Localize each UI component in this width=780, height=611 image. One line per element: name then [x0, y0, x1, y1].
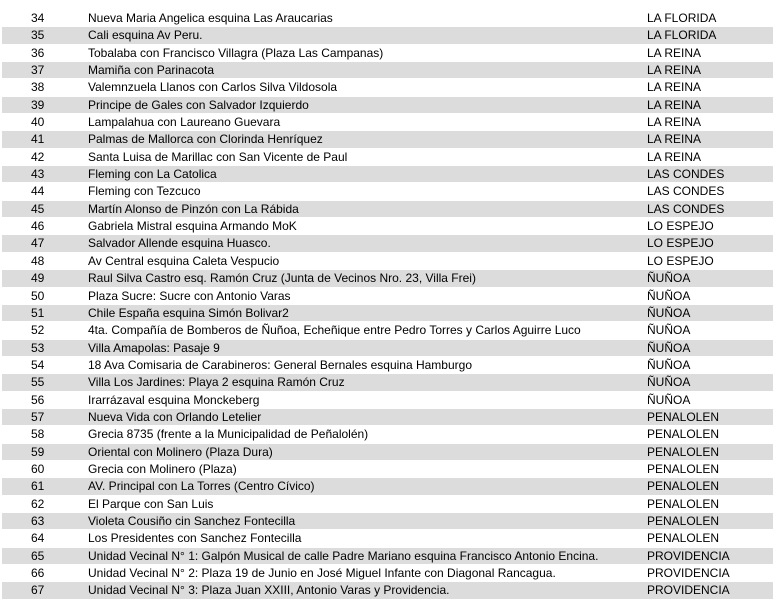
row-location: Av Central esquina Caleta Vespucio [88, 252, 647, 269]
row-location: Los Presidentes con Sanchez Fontecilla [88, 530, 647, 547]
row-number: 39 [2, 96, 88, 113]
row-number: 55 [2, 374, 88, 391]
row-location: El Parque con San Luis [88, 495, 647, 512]
row-comuna: ÑUÑOA [647, 356, 773, 373]
row-comuna: PROVIDENCIA [647, 565, 773, 582]
table-row [2, 512, 773, 529]
table-row [2, 495, 773, 512]
row-location: Valemnzuela Llanos con Carlos Silva Vildosola [88, 79, 647, 96]
row-comuna: ÑUÑOA [647, 322, 773, 339]
locations-sheet [0, 9, 780, 600]
row-location: Martín Alonso de Pinzón con La Rábida [88, 200, 647, 217]
table-row [2, 218, 773, 235]
row-comuna: LO ESPEJO [647, 235, 773, 252]
row-number: 54 [2, 356, 88, 373]
table-row [2, 148, 773, 165]
table-row [2, 44, 773, 61]
row-number: 35 [2, 27, 88, 44]
table-row [2, 565, 773, 582]
row-number: 43 [2, 166, 88, 183]
row-comuna: ÑUÑOA [647, 287, 773, 304]
row-location: Nueva Vida con Orlando Letelier [88, 408, 647, 425]
row-comuna: LO ESPEJO [647, 252, 773, 269]
table-row [2, 391, 773, 408]
table-row [2, 183, 773, 200]
row-comuna: PENALOLEN [647, 460, 773, 477]
row-location: Unidad Vecinal N° 1: Galpón Musical de calle Padre Mariano esquina Francisco Antonio Encina. [88, 547, 647, 564]
row-number: 53 [2, 339, 88, 356]
row-number: 45 [2, 200, 88, 217]
row-comuna: PENALOLEN [647, 512, 773, 529]
row-comuna: LO ESPEJO [647, 218, 773, 235]
row-comuna: LAS CONDES [647, 183, 773, 200]
row-number: 62 [2, 495, 88, 512]
row-number: 57 [2, 408, 88, 425]
table-row [2, 530, 773, 547]
row-comuna: LA REINA [647, 148, 773, 165]
row-number: 48 [2, 252, 88, 269]
row-comuna: PROVIDENCIA [647, 582, 773, 599]
table-row [2, 408, 773, 425]
row-number: 37 [2, 62, 88, 79]
row-comuna: ÑUÑOA [647, 304, 773, 321]
table-row [2, 374, 773, 391]
row-comuna: LA REINA [647, 62, 773, 79]
row-comuna: LA FLORIDA [647, 27, 773, 44]
table-row [2, 322, 773, 339]
row-location: Villa Amapolas: Pasaje 9 [88, 339, 647, 356]
row-number: 40 [2, 114, 88, 131]
row-comuna: LA REINA [647, 131, 773, 148]
row-number: 58 [2, 426, 88, 443]
row-number: 61 [2, 478, 88, 495]
table-row [2, 166, 773, 183]
row-location: Fleming con Tezcuco [88, 183, 647, 200]
table-row [2, 114, 773, 131]
row-comuna: LA REINA [647, 114, 773, 131]
row-number: 34 [2, 10, 88, 27]
row-number: 65 [2, 547, 88, 564]
table-row [2, 356, 773, 373]
row-comuna: ÑUÑOA [647, 374, 773, 391]
row-number: 63 [2, 512, 88, 529]
locations-table-body [2, 10, 773, 600]
row-comuna: PROVIDENCIA [647, 547, 773, 564]
table-row [2, 304, 773, 321]
row-location: Oriental con Molinero (Plaza Dura) [88, 443, 647, 460]
table-row [2, 62, 773, 79]
row-comuna: PENALOLEN [647, 426, 773, 443]
row-comuna: ÑUÑOA [647, 339, 773, 356]
row-comuna: PENALOLEN [647, 478, 773, 495]
row-number: 50 [2, 287, 88, 304]
table-row [2, 252, 773, 269]
row-comuna: LA FLORIDA [647, 10, 773, 27]
row-number: 56 [2, 391, 88, 408]
row-comuna: LA REINA [647, 79, 773, 96]
row-number: 59 [2, 443, 88, 460]
locations-table [2, 9, 773, 600]
table-row [2, 287, 773, 304]
row-number: 38 [2, 79, 88, 96]
row-location: Tobalaba con Francisco Villagra (Plaza Las Campanas) [88, 44, 647, 61]
row-location: Cali esquina Av Peru. [88, 27, 647, 44]
row-location: Salvador Allende esquina Huasco. [88, 235, 647, 252]
row-location: Irarrázaval esquina Monckeberg [88, 391, 647, 408]
row-number: 36 [2, 44, 88, 61]
table-row [2, 478, 773, 495]
table-row [2, 131, 773, 148]
row-number: 60 [2, 460, 88, 477]
row-number: 64 [2, 530, 88, 547]
row-location: 4ta. Compañía de Bomberos de Ñuñoa, Echeñique entre Pedro Torres y Carlos Aguirre Luco [88, 322, 647, 339]
row-comuna: LA REINA [647, 44, 773, 61]
row-number: 47 [2, 235, 88, 252]
row-location: 18 Ava Comisaria de Carabineros: General Bernales esquina Hamburgo [88, 356, 647, 373]
row-number: 67 [2, 582, 88, 599]
table-row [2, 27, 773, 44]
table-row [2, 443, 773, 460]
table-row [2, 270, 773, 287]
row-location: Villa Los Jardines: Playa 2 esquina Ramón Cruz [88, 374, 647, 391]
table-row [2, 10, 773, 27]
table-row [2, 235, 773, 252]
row-location: Gabriela Mistral esquina Armando MoK [88, 218, 647, 235]
row-number: 52 [2, 322, 88, 339]
row-comuna: PENALOLEN [647, 408, 773, 425]
row-location: Santa Luisa de Marillac con San Vicente de Paul [88, 148, 647, 165]
row-location: Unidad Vecinal N° 3: Plaza Juan XXIII, Antonio Varas y Providencia. [88, 582, 647, 599]
row-location: Mamiña con Parinacota [88, 62, 647, 79]
row-comuna: ÑUÑOA [647, 391, 773, 408]
row-location: Raul Silva Castro esq. Ramón Cruz (Junta de Vecinos Nro. 23, Villa Frei) [88, 270, 647, 287]
row-number: 51 [2, 304, 88, 321]
row-location: Palmas de Mallorca con Clorinda Henríquez [88, 131, 647, 148]
row-location: Nueva Maria Angelica esquina Las Araucarias [88, 10, 647, 27]
row-location: Principe de Gales con Salvador Izquierdo [88, 96, 647, 113]
row-comuna: LAS CONDES [647, 166, 773, 183]
row-number: 49 [2, 270, 88, 287]
row-comuna: PENALOLEN [647, 530, 773, 547]
row-location: AV. Principal con La Torres (Centro Cívico) [88, 478, 647, 495]
row-comuna: PENALOLEN [647, 495, 773, 512]
table-row [2, 79, 773, 96]
table-row [2, 460, 773, 477]
row-comuna: LAS CONDES [647, 200, 773, 217]
row-number: 42 [2, 148, 88, 165]
table-row [2, 547, 773, 564]
row-location: Chile España esquina Simón Bolivar2 [88, 304, 647, 321]
table-row [2, 582, 773, 599]
row-number: 41 [2, 131, 88, 148]
row-location: Fleming con La Catolica [88, 166, 647, 183]
table-row [2, 426, 773, 443]
row-location: Grecia 8735 (frente a la Municipalidad de Peñalolén) [88, 426, 647, 443]
row-location: Plaza Sucre: Sucre con Antonio Varas [88, 287, 647, 304]
table-row [2, 339, 773, 356]
row-location: Unidad Vecinal N° 2: Plaza 19 de Junio en José Miguel Infante con Diagonal Rancagua. [88, 565, 647, 582]
row-comuna: PENALOLEN [647, 443, 773, 460]
row-comuna: ÑUÑOA [647, 270, 773, 287]
row-comuna: LA REINA [647, 96, 773, 113]
table-row [2, 96, 773, 113]
row-number: 44 [2, 183, 88, 200]
table-row [2, 200, 773, 217]
row-location: Violeta Cousiño cin Sanchez Fontecilla [88, 512, 647, 529]
row-number: 66 [2, 565, 88, 582]
row-location: Lampalahua con Laureano Guevara [88, 114, 647, 131]
row-location: Grecia con Molinero (Plaza) [88, 460, 647, 477]
row-number: 46 [2, 218, 88, 235]
